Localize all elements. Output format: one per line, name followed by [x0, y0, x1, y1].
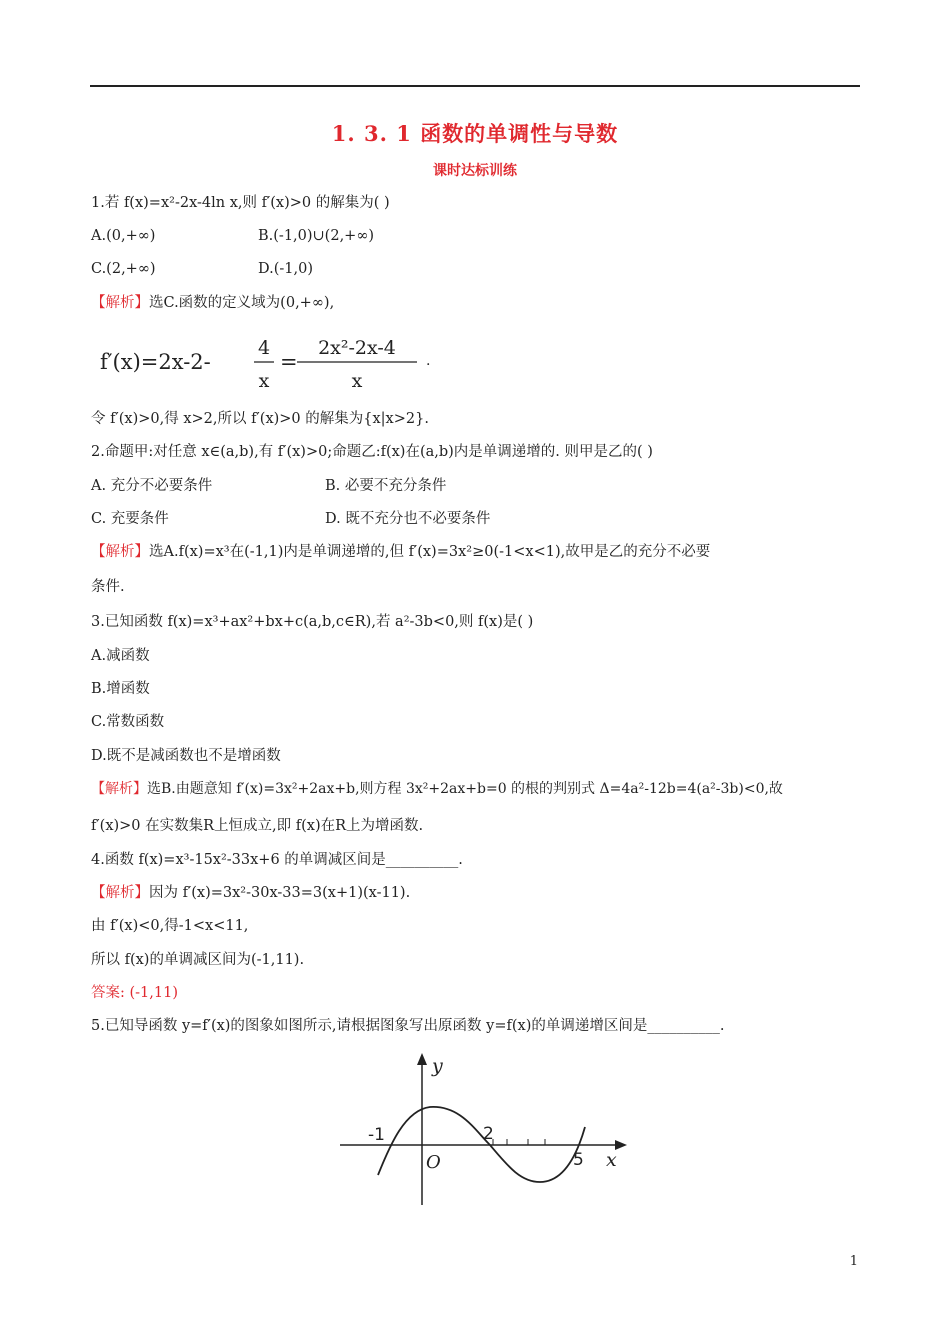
- q1-stem: 1.若 f(x)=x²-2x-4ln x,则 f′(x)>0 的解集为( ): [91, 195, 390, 211]
- q1-analysis: [91, 293, 334, 313]
- q1-conclusion: 令 f′(x)>0,得 x>2,所以 f′(x)>0 的解集为{x|x>2}.: [91, 411, 429, 427]
- q2-option-a: A. 充分不必要条件: [91, 478, 213, 494]
- q1-formula-svg: [100, 332, 460, 394]
- q2-analysis: [91, 542, 710, 562]
- q2-option-d: D. 既不充分也不必要条件: [325, 511, 491, 527]
- q4-analysis: [91, 883, 410, 903]
- q2-option-c: C. 充要条件: [91, 511, 169, 527]
- y-axis-arrow: [417, 1053, 427, 1065]
- x-axis-arrow: [615, 1140, 627, 1150]
- derivative-graph-svg: [335, 1050, 635, 1210]
- q2-analysis-cont: 条件.: [91, 579, 125, 595]
- formula-lhs: f′(x)=2x-2-: [100, 350, 211, 374]
- y-axis-label: y: [432, 1055, 443, 1077]
- q1-analysis-tag: 【解析】: [91, 295, 149, 311]
- q2-stem: 2.命题甲:对任意 x∈(a,b),有 f′(x)>0;命题乙:f(x)在(a,b)内是单调递增的. 则甲是乙的( ): [91, 444, 653, 460]
- formula-frac2-num: 2x²-2x-4: [318, 337, 396, 359]
- q4-analysis-text: 因为 f′(x)=3x²-30x-33=3(x+1)(x-11).: [149, 885, 411, 901]
- origin-label: O: [426, 1152, 441, 1173]
- q1-analysis-text: 选C.函数的定义域为(0,+∞),: [149, 295, 335, 311]
- page-subtitle: 课时达标训练: [433, 163, 517, 179]
- q3-analysis-tag: 【解析】: [91, 781, 147, 797]
- q4-analysis-tag: 【解析】: [91, 885, 149, 901]
- formula-frac2-den: x: [351, 370, 363, 392]
- q5-stem: 5.已知导函数 y=f′(x)的图象如图所示,请根据图象写出原函数 y=f(x)的单调递增区间是__________.: [91, 1018, 725, 1034]
- q2-analysis-tag: 【解析】: [91, 544, 149, 560]
- tick-label-2: 2: [483, 1124, 494, 1144]
- q4-stem: 4.函数 f(x)=x³-15x²-33x+6 的单调减区间是__________.: [91, 852, 463, 868]
- q1-formula: [100, 332, 460, 394]
- derivative-graph: [335, 1050, 635, 1214]
- x-axis-label: x: [606, 1149, 617, 1171]
- page-title: 1. 3. 1 函数的单调性与导数: [331, 121, 619, 146]
- tick-label-neg1: -1: [368, 1125, 385, 1145]
- q2-option-b: B. 必要不充分条件: [325, 478, 447, 494]
- q1-option-c: C.(2,+∞): [91, 261, 156, 277]
- formula-frac1-den: x: [258, 370, 270, 392]
- tick-label-5: 5: [573, 1150, 584, 1170]
- formula-frac1-num: 4: [257, 337, 271, 359]
- q4-answer-label: 答案:: [91, 985, 125, 1001]
- formula-eq: =: [280, 350, 298, 374]
- q3-option-c: C.常数函数: [91, 714, 165, 730]
- q4-analysis-line2: 由 f′(x)<0,得-1<x<11,: [91, 918, 249, 934]
- q1-option-b: B.(-1,0)∪(2,+∞): [258, 228, 375, 244]
- q2-analysis-text: 选A.f(x)=x³在(-1,1)内是单调递增的,但 f′(x)=3x²≥0(-1<x<1),故甲是乙的充分不必要: [149, 544, 711, 560]
- q1-option-d: D.(-1,0): [258, 261, 313, 277]
- page-number: 1: [849, 1254, 858, 1269]
- q1-option-a: A.(0,+∞): [91, 228, 156, 244]
- q4-answer: [91, 983, 178, 1003]
- q4-answer-value: (-1,11): [129, 985, 178, 1001]
- header-rule: [90, 85, 860, 87]
- q3-stem: 3.已知函数 f(x)=x³+ax²+bx+c(a,b,c∈R),若 a²-3b<0,则 f(x)是( ): [91, 614, 534, 630]
- formula-end: .: [426, 353, 431, 369]
- q3-option-a: A.减函数: [91, 648, 150, 664]
- q3-analysis: [91, 779, 783, 799]
- q4-analysis-line3: 所以 f(x)的单调减区间为(-1,11).: [91, 952, 305, 968]
- q3-option-b: B.增函数: [91, 681, 150, 697]
- q3-analysis-text: 选B.由题意知 f′(x)=3x²+2ax+b,则方程 3x²+2ax+b=0 的根的判别式 Δ=4a²-12b=4(a²-3b)<0,故: [147, 781, 783, 797]
- q3-analysis-cont: f′(x)>0 在实数集R上恒成立,即 f(x)在R上为增函数.: [91, 818, 424, 834]
- q3-option-d: D.既不是减函数也不是增函数: [91, 748, 281, 764]
